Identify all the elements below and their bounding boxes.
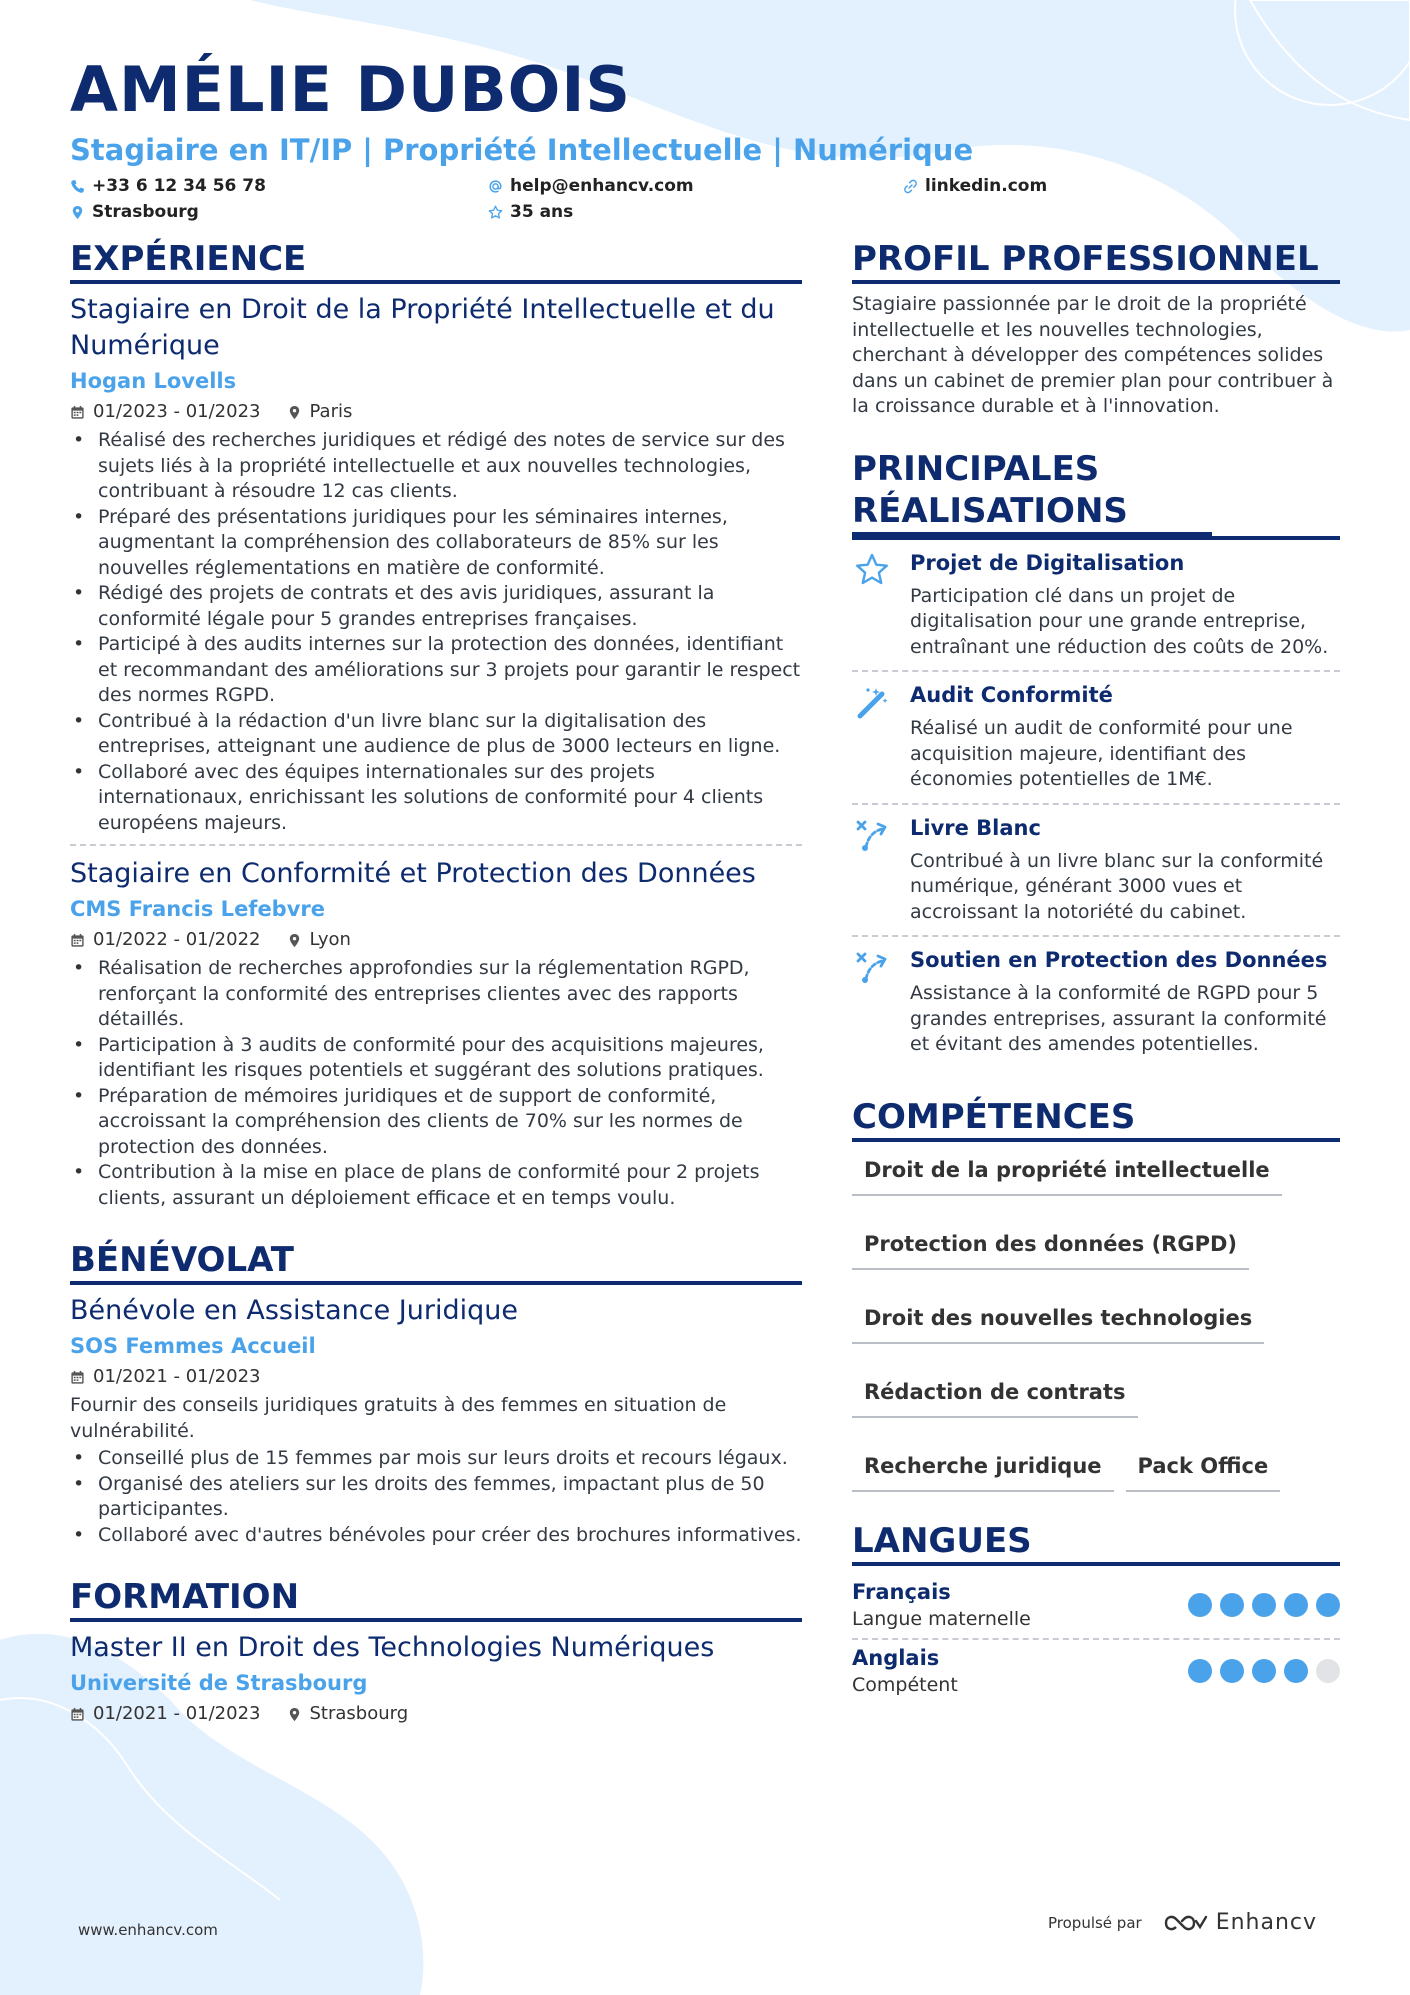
skill-tag: Protection des données (RGPD) (852, 1224, 1249, 1270)
language-name: Français (852, 1579, 951, 1604)
footer-branding (1048, 1910, 1317, 1935)
calendar-icon (70, 405, 85, 420)
achievement-desc: Assistance à la conformité de RGPD pour 5 grandes entreprises, assurant la conformité et évitant des amendes potentielles. (910, 982, 1327, 1055)
strategy-icon (854, 817, 890, 853)
location-pin-icon (70, 205, 85, 220)
location-text: Strasbourg (92, 202, 199, 222)
bullet-item: • Participation à 3 audits de conformité pour des acquisitions majeures, identifiant les risques potentiels et suggérant des solutions pratiques. (70, 1033, 802, 1084)
degree-title: Master II en Droit des Technologies Numériques (70, 1632, 715, 1663)
achievement-title: Livre Blanc (910, 815, 1041, 840)
phone-text: +33 6 12 34 56 78 (92, 176, 266, 196)
language-rating (1188, 1593, 1340, 1617)
rating-dot (1252, 1593, 1276, 1617)
left-column (70, 238, 802, 1728)
skills-title: COMPÉTENCES (852, 1096, 1340, 1142)
bullet-item: • Réalisation de recherches approfondies sur la réglementation RGPD, renforçant la conformité des entreprises clientes avec des rapports détaillés. (70, 956, 802, 1033)
job-meta (70, 926, 802, 954)
dates-text: 01/2021 - 01/2023 (93, 1703, 261, 1724)
language-rating (1188, 1659, 1340, 1683)
contact-location (70, 200, 199, 224)
achievements-section (852, 448, 1340, 1068)
achievement-item (852, 672, 1340, 803)
skills-section (852, 1096, 1340, 1492)
skill-tag: Rédaction de contrats (852, 1372, 1138, 1418)
contact-age (488, 200, 573, 224)
language-level: Langue maternelle (852, 1607, 1031, 1630)
job-title: Stagiaire en Droit de la Propriété Intellectuelle et du Numérique (70, 294, 775, 361)
rating-dot (1316, 1593, 1340, 1617)
link-icon (903, 179, 918, 194)
rating-dot (1188, 1593, 1212, 1617)
achievement-item (852, 540, 1340, 671)
dates-text: 01/2021 - 01/2023 (93, 1366, 261, 1387)
achievement-title: Soutien en Protection des Données (910, 948, 1328, 972)
location-pin-icon (287, 405, 302, 420)
job-location (287, 926, 351, 954)
job-meta (70, 398, 802, 426)
experience-entry (70, 856, 802, 1211)
calendar-icon (70, 1370, 85, 1385)
bullet-item: • Organisé des ateliers sur les droits des femmes, impactant plus de 50 participantes. (70, 1472, 802, 1523)
education-location (287, 1700, 409, 1728)
bullet-item: • Préparé des présentations juridiques pour les séminaires internes, augmentant la compréhension des collaborateurs de 85% sur les nouvelles réglementations en matière de conformité. (70, 505, 802, 582)
contact-phone[interactable] (70, 174, 266, 198)
bullet-item: • Conseillé plus de 15 femmes par mois sur leurs droits et recours légaux. (70, 1446, 802, 1472)
education-dates (70, 1700, 261, 1728)
rating-dot (1284, 1659, 1308, 1683)
linkedin-text: linkedin.com (925, 176, 1048, 196)
strategy-icon (854, 949, 890, 985)
volunteer-org: SOS Femmes Accueil (70, 1334, 316, 1358)
education-title: FORMATION (70, 1576, 802, 1622)
star-icon (854, 552, 890, 588)
right-column (852, 238, 1340, 1704)
email-text: help@enhancv.com (510, 176, 694, 196)
education-meta (70, 1700, 802, 1728)
job-bullets (70, 956, 802, 1211)
location-text: Lyon (309, 929, 351, 950)
dates-text: 01/2023 - 01/2023 (93, 401, 261, 422)
age-text: 35 ans (510, 202, 574, 222)
volunteer-dates (70, 1363, 261, 1391)
languages-section (852, 1520, 1340, 1704)
dates-text: 01/2022 - 01/2022 (93, 929, 261, 950)
contact-linkedin[interactable] (903, 174, 1047, 198)
language-item (852, 1640, 1340, 1704)
volunteering-section (70, 1239, 802, 1548)
bullet-item: • Réalisé des recherches juridiques et rédigé des notes de service sur des sujets liés à la propriété intellectuelle et aux nouvelles technologies, contribuant à résoudre 12 cas clients. (70, 428, 802, 505)
skill-tag: Pack Office (1126, 1446, 1281, 1492)
rating-dot (1316, 1659, 1340, 1683)
location-pin-icon (287, 1707, 302, 1722)
achievement-title: Projet de Digitalisation (910, 550, 1185, 575)
skill-tag: Recherche juridique (852, 1446, 1114, 1492)
bullet-item: • Contribution à la mise en place de plans de conformité pour 2 projets clients, assurant un déploiement efficace et en temps voulu. (70, 1160, 802, 1211)
profile-text: Stagiaire passionnée par le droit de la propriété intellectuelle et les nouvelles technologies, cherchant à développer des compétences solides dans un cabinet de premier plan pour contribuer à la croissance durable et à l'innovation. (852, 293, 1334, 417)
location-text: Strasbourg (309, 1703, 409, 1724)
profile-title: PROFIL PROFESSIONNEL (852, 238, 1340, 284)
star-outline-icon (488, 205, 503, 220)
location-pin-icon (287, 933, 302, 948)
company-name: Hogan Lovells (70, 369, 237, 393)
company-name: CMS Francis Lefebvre (70, 897, 326, 921)
achievement-title: Audit Conformité (910, 683, 1113, 707)
brand-logo[interactable] (1162, 1910, 1317, 1935)
volunteering-title: BÉNÉVOLAT (70, 1239, 802, 1285)
entry-divider (70, 844, 802, 846)
achievements-title: PRINCIPALES RÉALISATIONS (852, 448, 1212, 536)
candidate-title: Stagiaire en IT/IP | Propriété Intellectuelle | Numérique (70, 133, 974, 167)
achievement-desc: Participation clé dans un projet de digitalisation pour une grande entreprise, entraînant une réduction des coûts de 20%. (910, 584, 1329, 658)
powered-by-text: Propulsé par (1048, 1913, 1142, 1932)
phone-icon (70, 179, 85, 194)
candidate-name: AMÉLIE DUBOIS (70, 53, 632, 126)
job-location (287, 398, 353, 426)
rating-dot (1220, 1593, 1244, 1617)
languages-title: LANGUES (852, 1520, 1340, 1566)
calendar-icon (70, 933, 85, 948)
achievement-desc: Réalisé un audit de conformité pour une acquisition majeure, identifiant des économies potentielles de 1M€. (910, 717, 1293, 790)
experience-entry (70, 292, 802, 836)
achievement-item (852, 805, 1340, 936)
volunteer-role: Bénévole en Assistance Juridique (70, 1295, 518, 1326)
skill-tag: Droit de la propriété intellectuelle (852, 1150, 1282, 1196)
contact-info (70, 174, 1340, 226)
rating-dot (1252, 1659, 1276, 1683)
bullet-item: • Collaboré avec des équipes internationales sur des projets internationaux, enrichissant les solutions de conformité pour 4 clients européens majeurs. (70, 760, 802, 837)
achievement-item (852, 937, 1340, 1068)
job-dates (70, 398, 261, 426)
bullet-item: • Participé à des audits internes sur la protection des données, identifiant et recommandant des améliorations sur 3 projets pour garantir le respect des normes RGPD. (70, 632, 802, 709)
footer-website[interactable]: www.enhancv.com (78, 1921, 218, 1939)
contact-email[interactable] (488, 174, 694, 198)
bullet-item: • Contribué à la rédaction d'un livre blanc sur la digitalisation des entreprises, atteignant une audience de plus de 3000 lecteurs en ligne. (70, 709, 802, 760)
brand-name: Enhancv (1215, 1910, 1318, 1935)
language-name: Anglais (852, 1645, 940, 1670)
volunteer-description: Fournir des conseils juridiques gratuits à des femmes en situation de vulnérabilité. (70, 1394, 727, 1442)
location-text: Paris (309, 401, 353, 422)
resume-header (70, 50, 1340, 226)
experience-section (70, 238, 802, 1211)
at-icon (488, 179, 503, 194)
calendar-icon (70, 1707, 85, 1722)
bullet-item: • Préparation de mémoires juridiques et de support de conformité, accroissant la compréhension des clients de 70% sur les normes de protection des données. (70, 1084, 802, 1161)
skills-list (852, 1150, 1340, 1492)
volunteer-bullets (70, 1446, 802, 1548)
job-bullets (70, 428, 802, 836)
achievement-desc: Contribué à un livre blanc sur la conformité numérique, générant 3000 vues et accroissant la notoriété du cabinet. (910, 849, 1324, 923)
profile-section (852, 238, 1340, 420)
bullet-item: • Collaboré avec d'autres bénévoles pour créer des brochures informatives. (70, 1523, 802, 1549)
language-level: Compétent (852, 1673, 958, 1696)
rating-dot (1220, 1659, 1244, 1683)
volunteer-meta (70, 1363, 802, 1391)
enhancv-logo-icon (1162, 1911, 1208, 1935)
magic-wand-icon (854, 684, 890, 720)
bullet-item: • Rédigé des projets de contrats et des avis juridiques, assurant la conformité légale pour 5 grandes entreprises françaises. (70, 581, 802, 632)
skill-tag: Droit des nouvelles technologies (852, 1298, 1264, 1344)
experience-title: EXPÉRIENCE (70, 238, 802, 284)
rating-dot (1284, 1593, 1308, 1617)
job-title: Stagiaire en Conformité et Protection des Données (70, 858, 756, 889)
education-section (70, 1576, 802, 1728)
rating-dot (1188, 1659, 1212, 1683)
school-name: Université de Strasbourg (70, 1671, 368, 1695)
job-dates (70, 926, 261, 954)
language-item (852, 1574, 1340, 1638)
